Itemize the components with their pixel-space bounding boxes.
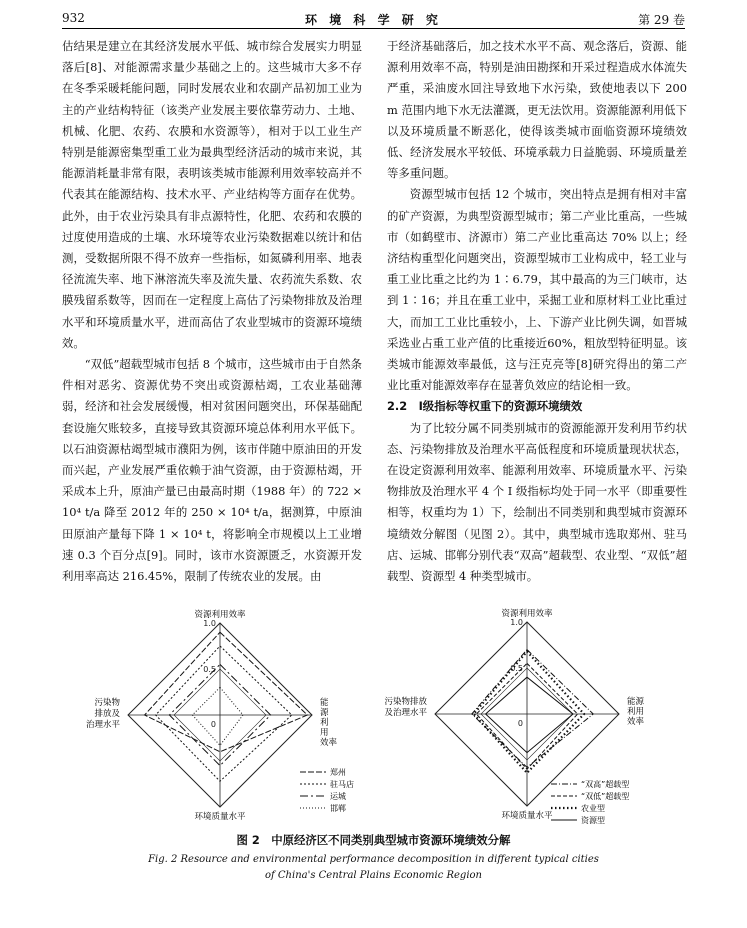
radar-chart-city-types — [365, 600, 685, 832]
paragraph: 为了比较分属不同类别城市的资源能源开发利用节约状态、污染物排放及治理水平高低程度和环境质量现状状态，在设定资源利用效率、能源利用效率、环境质量水平、污染物排放及治理水平 4 个 Ⅰ 级指标均处于同一水平（即重要性相等，权重均为 1）下，绘制出不同类别和典型城市资源环境绩效分解图（见图 2）。其中，典型城市选取郑州、驻马店、运城、邯郸分别代表“双高”超载型、农业型、“双低”超载型、资源型 4 种类型城市。 — [387, 420, 687, 584]
axis-label: 资源利用效率 — [194, 610, 246, 620]
tick-label: 0 — [210, 720, 216, 729]
caption-en-line: Fig. 2 Resource and environmental performance decomposition in different typical cities — [148, 854, 599, 865]
paragraph: 资源型城市包括 12 个城市，突出特点是拥有相对丰富的矿产资源，为典型资源型城市；第二产业比重高，一些城市（如鹤壁市、济源市）第二产业比重高达 70% 以上；经济结构重型化问题突出，资源型城市工业构成中，轻工业与重工业比重之比约为 1∶6.79，其中最高的为三门峡市，达到 1∶16；并且在重工业中，采掘工业和原材料工业比重过大，而加工工业比重较小，上、下游产业比例失调，如晋城采选业占重工业产值的比重接近60%，粗放型特征明显。该类城市能源效率最低，这与汪克亮等[8]研究得出的第二产业比重对能源效率存在显著负效应的结论相一致。 — [387, 187, 687, 393]
axis-label: 利用 — [627, 707, 645, 717]
axis-label: 治理水平 — [85, 720, 120, 730]
axis-label: 及治理水平 — [384, 708, 427, 718]
tick-label: 0.5 — [203, 665, 216, 674]
section-heading: 2.2 Ⅰ级指标等权重下的资源环境绩效 — [387, 399, 583, 414]
legend-label: 驻马店 — [330, 780, 354, 789]
paragraph: “双低”超载型城市包括 8 个城市，这些城市由于自然条件相对恶劣、资源优势不突出或资源枯竭，工农业基础薄弱，经济和社会发展缓慢，相对贫困问题突出，环保基础配套设施欠账较多，直接导致其资源环境总体利用水平低下。以石油资源枯竭型城市濮阳为例，该市伴随中原油田的开发而兴起，产业发展严重依赖于油气资源，由于资源枯竭，开采成本上升，原油产量已由最高时期（1988 年）的 722 × 10⁴ t/a 降至 2012 年的 250 × 10⁴ t/a，据测算，中原油田原油产量每下降 1 × 10⁴ t，将影响全市规模以上工业增速 0.3 个百分点[9]。同时，该市水资源匮乏，水资源开发利用率高达 216.45%，限制了传统农业的发展。由 — [62, 357, 362, 584]
figure-caption-en — [62, 852, 685, 884]
axis-label: 污染物排放 — [384, 697, 427, 707]
axis-label: 环境质量水平 — [501, 811, 553, 821]
tick-label: 1.0 — [510, 618, 523, 627]
series-0-polygon — [145, 632, 308, 752]
axis-label: 资源利用效率 — [501, 609, 553, 619]
paragraph: 估结果是建立在其经济发展水平低、城市综合发展实力明显落后[8]、对能源需求量少基础之上的。这些城市大多不存在冬季采暖耗能问题，同时发展农业和农副产品初加工业为主的产业结构特征（该类产业发展主要依靠劳动力、土地、机械、化肥、农药、农膜和水资源等），相对于以工业生产特别是能源密集型重工业为最典型经济活动的城市来说，其能源消耗量非常有限，表明该类城市能源利用效率较高并不代表其在能源结构、技术水平、产业结构等方面存在优势。此外，由于农业污染具有非点源特性，化肥、农药和农膜的过度使用造成的土壤、水环境等农业污染数据难以统计和估测，受数据所限不得不放弃一些指标，如氮磷利用率、地表径流流失率、地下淋溶流失率及流失量、农药流失系数、农膜残留系数等，因而在一定程度上高估了污染物排放及治理水平和环境质量水平，进而高估了农业型城市的资源环境绩效。 — [62, 39, 362, 350]
running-header — [62, 6, 685, 29]
axis-label: 源 — [320, 708, 329, 718]
axis-label: 环境质量水平 — [194, 812, 246, 822]
axis-label: 用 — [320, 728, 329, 738]
axis-label: 利 — [320, 718, 329, 728]
legend-label: 郑州 — [330, 768, 346, 777]
axis-label: 排放及 — [94, 709, 120, 719]
figure-caption-cn: 图 2 中原经济区不同类别典型城市资源环境绩效分解 — [236, 833, 511, 847]
tick-label: 1.0 — [203, 619, 216, 628]
page-number: 932 — [62, 11, 85, 25]
tick-label: 0 — [517, 719, 523, 728]
axis-label: 效率 — [320, 738, 338, 748]
left-column — [62, 36, 362, 587]
volume-label: 第 29 卷 — [638, 13, 685, 27]
axis-label: 效率 — [627, 717, 645, 727]
axis-label: 能源 — [627, 697, 645, 707]
legend-label: 资源型 — [581, 816, 605, 825]
journal-title: 环 境 科 学 研 究 — [305, 13, 442, 27]
legend-label: 运城 — [330, 792, 346, 801]
tick-label: 0.5 — [510, 664, 523, 673]
figure-2 — [62, 600, 685, 832]
paragraph: 于经济基础落后，加之技术水平不高、观念落后，资源、能源利用效率不高，特别是油田勘探和开采过程造成水体流失严重，采油废水回注导致地下水污染，致使地表以下 200 m 范围内地下水无法灌溉，更无法饮用。资源能源利用低下以及环境质量不断恶化，使得该类城市面临资源环境绩效低、经济发展水平较低、环境承载力日益脆弱、环境质量差等多重问题。 — [387, 39, 687, 181]
caption-en-line: of China's Central Plains Economic Region — [265, 870, 482, 881]
series-3-polygon — [192, 687, 243, 745]
right-column — [387, 36, 687, 587]
legend-label: “双高”超载型 — [581, 780, 630, 789]
radar-chart-typical-cities — [62, 600, 382, 832]
legend-label: 邯郸 — [330, 804, 346, 813]
legend-label: “双低”超载型 — [581, 792, 630, 801]
series-0-polygon — [472, 650, 593, 768]
legend-label: 农业型 — [581, 804, 605, 813]
axis-label: 污染物 — [94, 698, 120, 708]
axis-label: 能 — [320, 698, 329, 708]
